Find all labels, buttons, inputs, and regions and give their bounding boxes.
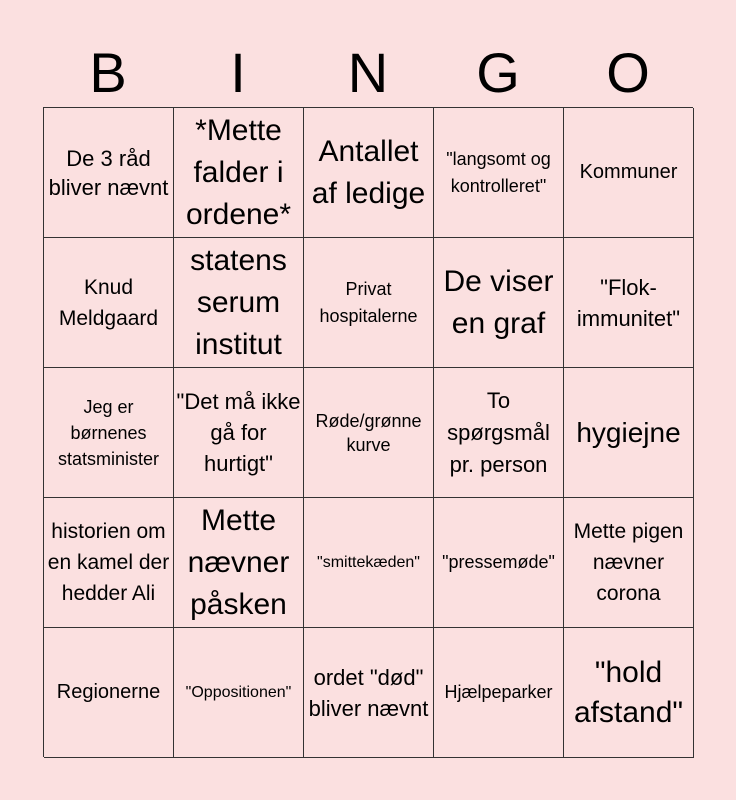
bingo-cell[interactable] <box>434 238 564 368</box>
header-letter-g: G <box>476 41 520 104</box>
bingo-cell[interactable] <box>564 108 694 238</box>
cell-text: "Det må ikke gå for hurtigt" <box>176 389 301 476</box>
bingo-cell[interactable] <box>44 628 174 758</box>
header-letter-b: B <box>89 41 127 104</box>
bingo-board <box>43 107 693 757</box>
bingo-cell[interactable] <box>564 628 694 758</box>
bingo-cell[interactable] <box>304 628 434 758</box>
cell-text: hygiejne <box>576 417 681 448</box>
cell-text: Regionerne <box>56 681 161 703</box>
bingo-cell[interactable] <box>304 368 434 498</box>
cell-text: Knud Meldgaard <box>58 275 159 330</box>
cell-text: Antallet af ledige <box>311 134 426 210</box>
bingo-cell[interactable] <box>174 368 304 498</box>
cell-text: *Mette falder i ordene* <box>185 113 292 231</box>
cell-text: De 3 råd bliver nævnt <box>48 145 169 200</box>
bingo-cell[interactable] <box>304 498 434 628</box>
bingo-cell[interactable] <box>44 238 174 368</box>
bingo-header <box>43 40 693 106</box>
bingo-cell[interactable] <box>304 108 434 238</box>
cell-text: "Oppositionen" <box>185 684 292 701</box>
cell-text: "hold afstand" <box>573 655 684 729</box>
cell-text: Kommuner <box>579 161 678 183</box>
bingo-cell[interactable] <box>434 498 564 628</box>
cell-text: De viser en graf <box>443 264 554 340</box>
cell-text: "smittekæden" <box>317 554 420 571</box>
cell-text: "langsomt og kontrolleret" <box>446 148 551 196</box>
bingo-cell[interactable] <box>44 498 174 628</box>
bingo-cell[interactable] <box>174 498 304 628</box>
bingo-cell[interactable] <box>434 628 564 758</box>
cell-text: historien om en kamel der hedder Ali <box>47 520 170 605</box>
cell-text: Mette nævner påsken <box>187 503 290 621</box>
cell-text: Jeg er børnenes statsminister <box>57 396 160 469</box>
cell-text: Mette pigen nævner corona <box>573 520 684 605</box>
header-letter-n: N <box>347 41 389 104</box>
bingo-cell[interactable] <box>434 368 564 498</box>
cell-text: "Flok-immunitet" <box>576 274 681 331</box>
bingo-cell[interactable] <box>564 498 694 628</box>
bingo-cell[interactable] <box>564 368 694 498</box>
bingo-cell[interactable] <box>304 238 434 368</box>
bingo-cell[interactable] <box>44 108 174 238</box>
header-letter-i: I <box>230 41 246 104</box>
bingo-cell[interactable] <box>174 238 304 368</box>
bingo-cell[interactable] <box>174 108 304 238</box>
cell-text: statens serum institut <box>190 243 287 361</box>
cell-text: Hjælpeparker <box>444 682 553 702</box>
bingo-cell[interactable] <box>564 238 694 368</box>
cell-text: "pressemøde" <box>442 552 555 572</box>
header-letter-o: O <box>606 41 650 104</box>
cell-text: ordet "død" bliver nævnt <box>308 664 429 721</box>
bingo-cell[interactable] <box>174 628 304 758</box>
cell-text: To spørgsmål pr. person <box>447 387 550 477</box>
bingo-cell[interactable] <box>44 368 174 498</box>
bingo-cell[interactable] <box>434 108 564 238</box>
cell-text: Privat hospitalerne <box>319 278 418 326</box>
cell-text: Røde/grønne kurve <box>315 410 422 455</box>
